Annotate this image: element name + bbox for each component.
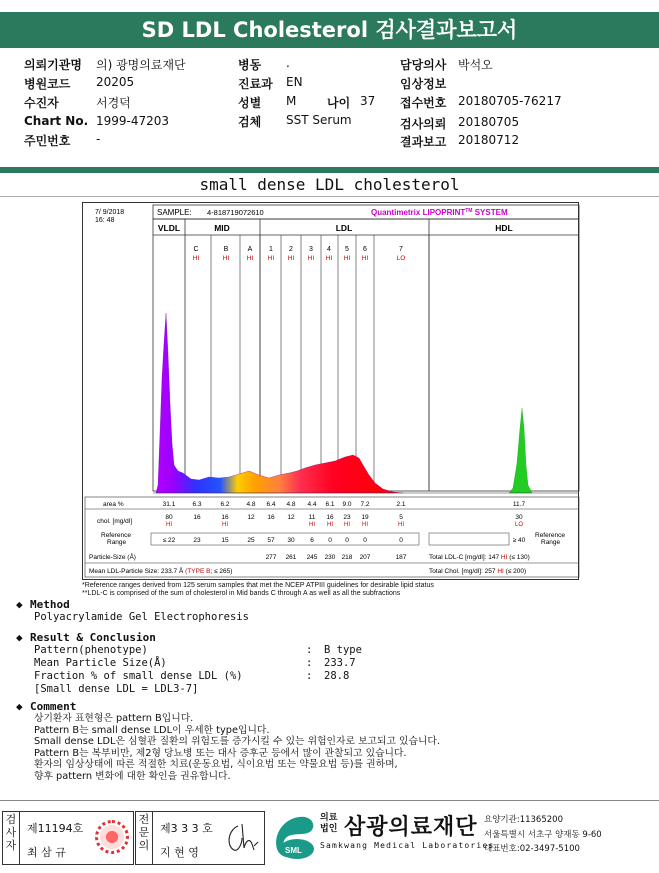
band-flag: HI	[307, 255, 315, 262]
band-label: C	[193, 246, 199, 253]
band-label: 2	[289, 246, 293, 253]
institution-code: 요양기관:11365200	[484, 815, 563, 825]
specialist-no: 제3 3 3 호	[160, 822, 213, 835]
comment-line: 상기환자 표현형은 pattern B입니다.	[34, 713, 194, 724]
ward-value: .	[286, 56, 290, 70]
chart-no-value: 1999-47203	[96, 114, 170, 128]
area-cell: 6.2	[220, 501, 230, 508]
tester-box	[2, 811, 134, 865]
total-chol: Total Chol. [mg/dl]: 257 HI (≤ 200)	[429, 568, 527, 575]
comment-lines	[16, 713, 636, 782]
chol-flag-cell: HI	[309, 522, 315, 528]
sample-label: SAMPLE:	[157, 208, 192, 217]
group-label: VLDL	[157, 223, 181, 233]
comment-line: 환자의 임상상태에 따른 적절한 치료(운동요법, 식이요법 또는 약물요법 등)를 권하며,	[34, 759, 398, 770]
band-label: 3	[309, 246, 313, 253]
section-title: small dense LDL cholesterol	[199, 175, 460, 194]
hospital-code-label: 병원코드	[24, 77, 71, 91]
result-row: Fraction % of small dense LDL (%) : 28.8	[34, 670, 350, 682]
chart-time: 16: 48	[95, 217, 115, 224]
band-flag: HI	[287, 255, 295, 262]
org-phone: 대표번호:02-3497-5100	[484, 844, 580, 854]
report-date-label: 결과보고	[400, 135, 447, 149]
method-text: Polyacrylamide Gel Electrophoresis	[34, 611, 249, 623]
sample-value: 4-818719072610	[207, 208, 264, 217]
report-body	[16, 598, 636, 782]
chol-cell: 11	[308, 514, 316, 521]
sex-label: 성별	[238, 96, 262, 110]
chol-flag-cell: HI	[327, 522, 333, 528]
patient-value: 서경덕	[96, 96, 131, 110]
sml-logo-icon	[271, 809, 319, 865]
seal-stamp	[95, 820, 129, 854]
chol-cell: 5	[399, 514, 403, 521]
dept-label: 진료과	[238, 77, 273, 91]
diamond-icon: ◆	[16, 631, 23, 644]
band-label: 7	[399, 246, 403, 253]
band-label: 5	[345, 246, 349, 253]
specialist-label: 전문의	[138, 813, 150, 852]
chol-cell: 16	[267, 514, 275, 521]
band-flag: HI	[192, 255, 200, 262]
ref-cell: ≤ 22	[162, 537, 176, 544]
size-cell: 207	[359, 554, 371, 561]
comment-line: Pattern B는 small dense LDL이 우세한 type입니다.	[34, 724, 270, 736]
doctor-label: 담당의사	[400, 58, 447, 72]
tester-no: 제11194호	[27, 822, 84, 835]
org-name: 삼광의료재단	[344, 815, 478, 840]
size-cell: 187	[395, 554, 407, 561]
lipoprint-chart	[82, 202, 579, 580]
chol-flag-cell: HI	[222, 522, 228, 528]
request-value: 20180705	[458, 115, 520, 129]
area-cell: 31.1	[162, 501, 176, 508]
chart-no-label: Chart No.	[24, 114, 89, 128]
chol-cell: 16	[326, 514, 334, 521]
chol-cell: 30	[515, 514, 523, 521]
chol-cell: 19	[361, 514, 369, 521]
size-cell: 261	[285, 554, 297, 561]
chol-flag-cell: HI	[166, 522, 172, 528]
signature-icon	[222, 820, 260, 856]
chol-row-label: chol. [mg/dl]	[97, 518, 133, 525]
ward-label: 병동	[238, 58, 262, 72]
chol-cell: 12	[287, 514, 295, 521]
result-row: Mean Particle Size(Å) : 233.7	[34, 657, 356, 669]
clinical-label: 임상정보	[400, 77, 447, 91]
divider	[0, 196, 659, 197]
specimen-label: 검체	[238, 115, 262, 129]
org-prefix: 의료 법인	[320, 813, 338, 834]
area-cell: 6.1	[325, 501, 335, 508]
svg-text:SML: SML	[285, 846, 302, 855]
group-label: HDL	[495, 223, 513, 233]
hospital-code-value: 20205	[96, 75, 135, 89]
footnote-1: *Reference ranges derived from 125 serum samples that met the NCEP ATPIII guidelines for desirable lipid status	[82, 582, 434, 589]
ref-cell: 0	[399, 537, 403, 544]
specialist-name: 지 현 영	[160, 846, 199, 859]
comment-line: Small dense LDL은 심혈관 질환의 위험도를 증가시킬 수 있는 위험인자로 보고되고 있습니다.	[34, 736, 441, 747]
band-label: A	[247, 246, 253, 253]
rrn-value: -	[96, 132, 101, 146]
ref-header-1: Reference	[535, 532, 565, 539]
tester-label: 검사자	[5, 813, 17, 852]
diamond-icon: ◆	[16, 598, 23, 611]
result-heading: ◆ Result & Conclusion	[16, 631, 156, 644]
ref-cell: 30	[287, 537, 295, 544]
total-ldl: Total LDL-C [mg/dl]: 147 HI (≤ 130)	[429, 554, 530, 561]
chol-cell: 80	[165, 514, 173, 521]
result-row: Pattern(phenotype) : B type	[34, 644, 362, 656]
band-flag: LO	[396, 255, 406, 262]
tester-name: 최 삼 규	[27, 846, 66, 859]
chol-cell: 16	[193, 514, 201, 521]
brand-logo: Quantimetrix LIPOPRINT™ SYSTEM	[371, 208, 508, 217]
chart-date: 7/ 9/2018	[95, 209, 125, 216]
mean-size-row: Mean LDL-Particle Size: 233.7 Å (TYPE B; ≤ 265)	[89, 568, 233, 575]
reception-label: 접수번호	[400, 96, 447, 110]
rrn-label: 주민번호	[24, 134, 71, 148]
area-cell: 4.4	[307, 501, 317, 508]
area-cell: 9.0	[342, 501, 352, 508]
band-flag: HI	[246, 255, 254, 262]
chol-flag-cell: HI	[362, 522, 368, 528]
institution-value: 의) 광명의료재단	[96, 58, 186, 72]
patient-info	[0, 52, 659, 164]
footer	[0, 800, 659, 873]
band-flag: HI	[267, 255, 275, 262]
electrophoresis-chart	[83, 203, 580, 581]
age-value: 37	[360, 94, 376, 108]
size-row-label: Particle-Size (Å)	[89, 554, 136, 561]
sex-value: M	[286, 94, 297, 108]
result-note: [Small dense LDL = LDL3-7]	[34, 683, 199, 695]
request-label: 검사의뢰	[400, 117, 447, 131]
chol-flag-cell: HI	[398, 522, 404, 528]
group-label: MID	[214, 223, 230, 233]
area-cell: 2.1	[396, 501, 406, 508]
doctor-value: 박석오	[458, 58, 493, 72]
size-cell: 245	[306, 554, 318, 561]
patient-label: 수진자	[24, 96, 59, 110]
reception-value: 20180705-76217	[458, 94, 562, 108]
band-label: 1	[269, 246, 273, 253]
ref-cell: 0	[345, 537, 349, 544]
band-label: B	[223, 246, 229, 253]
method-heading: ◆ Method	[16, 598, 70, 611]
area-cell: 4.8	[246, 501, 256, 508]
specialist-box	[135, 811, 265, 865]
ref-cell: 0	[363, 537, 367, 544]
area-cell: 6.4	[266, 501, 276, 508]
ref-header-2: Range	[541, 539, 561, 546]
band-label: 4	[327, 246, 331, 253]
report-date-value: 20180712	[458, 133, 520, 147]
band-label: 6	[363, 246, 367, 253]
comment-heading: ◆ Comment	[16, 700, 77, 713]
chol-cell: 16	[221, 514, 229, 521]
dept-value: EN	[286, 75, 303, 89]
ref-cell: 6	[310, 537, 314, 544]
band-flag: HI	[222, 255, 230, 262]
size-cell: 230	[324, 554, 336, 561]
institution-label: 의뢰기관명	[24, 58, 82, 72]
divider	[0, 167, 659, 173]
ldl-spectrum	[156, 313, 403, 493]
report-title: SD LDL Cholesterol 검사결과보고서	[0, 12, 659, 48]
specimen-value: SST Serum	[286, 113, 352, 127]
diamond-icon: ◆	[16, 700, 23, 713]
band-flag: HI	[325, 255, 333, 262]
comment-line: 향후 pattern 변화에 대한 확인을 권유합니다.	[34, 770, 231, 782]
org-address: 서울특별시 서초구 양재동 9-60	[484, 830, 602, 840]
ref-cell: 15	[221, 537, 229, 544]
footnote-2: **LDL-C is comprised of the sum of cholesterol in Mid bands C through A as well as all the subfractions	[82, 590, 401, 597]
ref-row-label-1: Reference	[101, 532, 131, 539]
hdl-peak	[509, 408, 532, 493]
comment-line: Pattern B는 복부비만, 제2형 당뇨병 또는 대사 증후군 등에서 많이 관찰되고 있습니다.	[34, 747, 407, 759]
chol-flag-cell: HI	[344, 522, 350, 528]
ref-cell: ≥ 40	[512, 537, 526, 544]
ref-cell: 57	[267, 537, 275, 544]
area-cell: 6.3	[192, 501, 202, 508]
ref-cell: 25	[247, 537, 255, 544]
group-label: LDL	[335, 223, 353, 233]
chol-cell: 23	[343, 514, 351, 521]
band-flag: HI	[361, 255, 369, 262]
area-row-label: area %	[103, 501, 124, 508]
size-cell: 277	[265, 554, 277, 561]
band-flag: HI	[343, 255, 351, 262]
result-rows	[16, 644, 636, 696]
ref-cell: 23	[193, 537, 201, 544]
area-cell: 7.2	[360, 501, 370, 508]
ref-cell: 0	[328, 537, 332, 544]
chol-cell: 12	[247, 514, 255, 521]
size-cell: 218	[341, 554, 353, 561]
area-cell: 4.8	[286, 501, 296, 508]
org-english: Samkwang Medical Laboratories	[320, 841, 495, 850]
age-label: 나이	[327, 96, 351, 110]
area-cell: 11.7	[512, 501, 526, 508]
ref-row-label-2: Range	[107, 539, 127, 546]
chol-flag-cell: LO	[514, 522, 524, 528]
